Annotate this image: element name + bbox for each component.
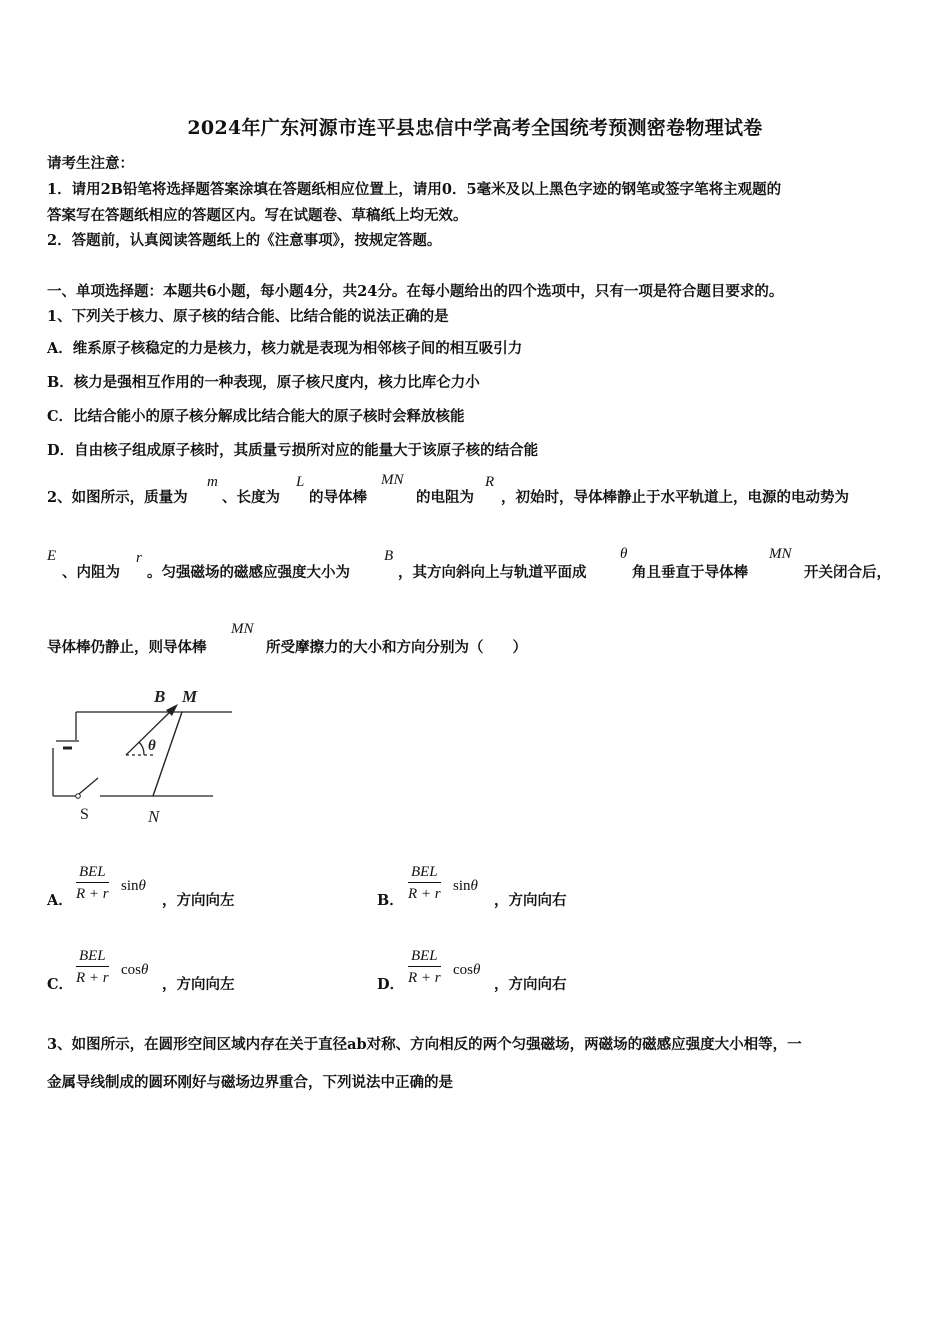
- angle-arc: [139, 742, 144, 755]
- q2-line2-part-e: 开关闭合后，: [804, 564, 891, 581]
- q2-option-d-fraction: [408, 946, 441, 989]
- trig-variable: θ: [138, 878, 146, 894]
- q2-line3-part-b: 所受摩擦力的大小和方向分别为（ ）: [266, 639, 527, 656]
- fraction-numerator: BEL: [408, 946, 441, 967]
- trig-function: cos: [121, 962, 141, 978]
- q2-option-a-label: A．: [47, 892, 73, 909]
- label-M: M: [182, 687, 198, 706]
- label-B: B: [154, 687, 166, 706]
- notice-line-2: 答案写在答题纸相应的答题区内。写在试题卷、草稿纸上均无效。: [47, 207, 468, 224]
- q2-option-d-label: D．: [377, 976, 405, 993]
- q1-option-d: D．自由核子组成原子核时，其质量亏损所对应的能量大于该原子核的结合能: [47, 442, 539, 459]
- trig-variable: θ: [473, 962, 481, 978]
- q2-symbol-B: B: [384, 548, 394, 564]
- fraction-denominator: R + r: [76, 886, 109, 902]
- q2-symbol-R: R: [485, 474, 495, 490]
- q2-symbol-m: m: [207, 474, 218, 490]
- q2-option-b-direction: ，方向向右: [494, 892, 567, 909]
- q2-symbol-E: E: [47, 548, 57, 564]
- notice-line-3: 2．答题前，认真阅读答题纸上的《注意事项》，按规定答题。: [47, 232, 442, 249]
- q2-line1-part-e: ，初始时，导体棒静止于水平轨道上，电源的电动势为: [501, 489, 849, 506]
- fraction-denominator: R + r: [408, 970, 441, 986]
- q2-symbol-theta: θ: [620, 546, 628, 562]
- notice-heading: 请考生注意：: [47, 155, 134, 172]
- q2-option-b-label: B．: [377, 892, 404, 909]
- q3-line-1: 3、如图所示，在圆形空间区域内存在关于直径ab对称、方向相反的两个匀强磁场，两磁场的磁感应强度大小相等，一: [47, 1036, 802, 1053]
- q2-symbol-MN-1: MN: [381, 472, 404, 488]
- q2-line1-part-b: 、长度为: [222, 489, 280, 506]
- q2-line2-part-b: 。匀强磁场的磁感应强度大小为: [147, 564, 350, 581]
- q2-option-a-fraction: [76, 862, 109, 905]
- page-title: 2024年广东河源市连平县忠信中学高考全国统考预测密卷物理试卷: [187, 117, 763, 139]
- notice-line-1: 1．请用2B铅笔将选择题答案涂填在答题纸相应位置上，请用0．5毫米及以上黑色字迹的钢笔或签字笔将主观题的: [47, 181, 782, 198]
- switch-blade: [79, 778, 98, 794]
- section-heading: 一、单项选择题：本题共6小题，每小题4分，共24分。在每小题给出的四个选项中，只有一项是符合题目要求的。: [47, 283, 784, 300]
- q1-option-b: B．核力是强相互作用的一种表现，原子核尺度内，核力比库仑力小: [47, 374, 480, 391]
- trig-function: sin: [453, 878, 471, 894]
- q2-line2-part-a: 、内阻为: [62, 564, 120, 581]
- label-S: S: [80, 806, 89, 823]
- q2-option-b-trig: [453, 875, 478, 895]
- q2-symbol-r: r: [136, 550, 142, 566]
- q2-option-c-trig: [121, 959, 148, 979]
- q2-option-c-fraction: [76, 946, 109, 989]
- q2-line1-part-a: 2、如图所示，质量为: [47, 489, 188, 506]
- trig-variable: θ: [141, 962, 149, 978]
- q2-line1-part-d: 的电阻为: [416, 489, 474, 506]
- q2-symbol-MN-3: MN: [231, 621, 254, 637]
- q2-option-a-direction: ，方向向左: [162, 892, 235, 909]
- fraction-numerator: BEL: [408, 862, 441, 883]
- label-theta: θ: [148, 738, 156, 754]
- q2-option-d-direction: ，方向向右: [494, 976, 567, 993]
- q2-line3-part-a: 导体棒仍静止，则导体棒: [47, 639, 207, 656]
- q2-option-a-trig: [121, 875, 146, 895]
- q2-symbol-MN-2: MN: [769, 546, 792, 562]
- q1-option-a: A．维系原子核稳定的力是核力，核力就是表现为相邻核子间的相互吸引力: [47, 340, 523, 357]
- trig-function: sin: [121, 878, 139, 894]
- q2-line2-part-c: ，其方向斜向上与轨道平面成: [398, 564, 587, 581]
- q2-circuit-figure: [40, 680, 250, 830]
- q2-option-c-direction: ，方向向左: [162, 976, 235, 993]
- label-N: N: [148, 807, 160, 826]
- switch-pivot: [76, 794, 81, 799]
- q2-option-d-trig: [453, 959, 480, 979]
- q2-line1-part-c: 的导体棒: [309, 489, 367, 506]
- q2-option-c-label: C．: [47, 976, 74, 993]
- q2-symbol-L: L: [296, 474, 305, 490]
- q1-option-c: C．比结合能小的原子核分解成比结合能大的原子核时会释放核能: [47, 408, 465, 425]
- fraction-denominator: R + r: [76, 970, 109, 986]
- fraction-numerator: BEL: [76, 946, 109, 967]
- q2-option-b-fraction: [408, 862, 441, 905]
- q1-stem: 1、下列关于核力、原子核的结合能、比结合能的说法正确的是: [47, 308, 449, 325]
- q2-line2-part-d: 角且垂直于导体棒: [632, 564, 748, 581]
- trig-function: cos: [453, 962, 473, 978]
- trig-variable: θ: [470, 878, 478, 894]
- fraction-numerator: BEL: [76, 862, 109, 883]
- q3-line-2: 金属导线制成的圆环刚好与磁场边界重合，下列说法中正确的是: [47, 1074, 453, 1091]
- fraction-denominator: R + r: [408, 886, 441, 902]
